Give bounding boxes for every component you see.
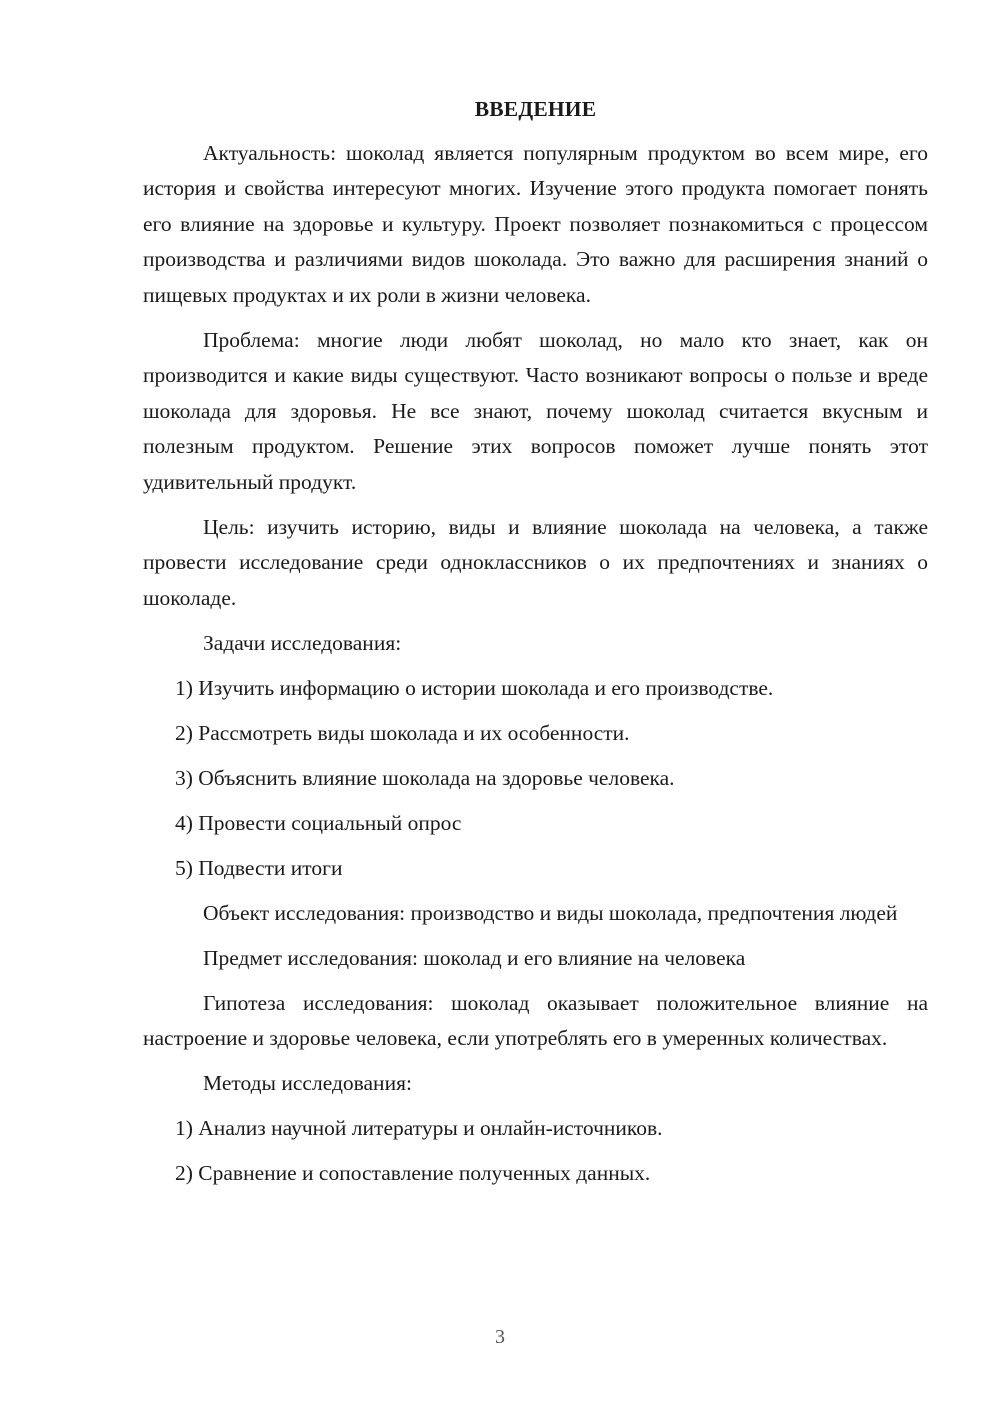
paragraph-subject: Предмет исследования: шоколад и его влияние на человека xyxy=(203,945,746,970)
page-number: 3 xyxy=(495,1326,505,1348)
document-body xyxy=(143,92,928,1201)
task-item: 4) Провести социальный опрос xyxy=(175,810,462,835)
paragraph-hypothesis: Гипотеза исследования: шоколад оказывает положительное влияние на настроение и здоровье человека, если употреблять его в умеренных количествах. xyxy=(143,990,928,1050)
task-item: 2) Рассмотреть виды шоколада и их особенности. xyxy=(175,720,630,745)
paragraph-relevance: Актуальность: шоколад является популярным продуктом во всем мире, его история и свойства интересуют многих. Изучение этого продукта помогает понять его влияние на здоровье и культуру. Проект позволяет познакомиться с процессом производства и различиями видов шоколада. Это важно для расширения знаний о пищевых продуктах и их роли в жизни человека. xyxy=(143,140,928,307)
method-item: 1) Анализ научной литературы и онлайн-источников. xyxy=(175,1116,663,1140)
methods-heading: Методы исследования: xyxy=(203,1071,412,1095)
task-item: 5) Подвести итоги xyxy=(175,855,343,880)
section-title: ВВЕДЕНИЕ xyxy=(474,97,597,121)
tasks-heading: Задачи исследования: xyxy=(203,630,402,655)
task-item: 1) Изучить информацию о истории шоколада и его производстве. xyxy=(175,675,774,700)
task-item: 3) Объяснить влияние шоколада на здоровье человека. xyxy=(175,765,675,790)
paragraph-problem: Проблема: многие люди любят шоколад, но мало кто знает, как он производится и какие виды существуют. Часто возникают вопросы о пользе и вреде шоколада для здоровья. Не все знают, почему шоколад считается вкусным и полезным продуктом. Решение этих вопросов поможет лучше понять этот удивительный продукт. xyxy=(143,327,928,494)
method-item: 2) Сравнение и сопоставление полученных данных. xyxy=(175,1161,651,1185)
paragraph-object: Объект исследования: производство и виды шоколада, предпочтения людей xyxy=(203,900,898,925)
paragraph-goal: Цель: изучить историю, виды и влияние шоколада на человека, а также провести исследование среди одноклассников о их предпочтениях и знаниях о шоколаде. xyxy=(143,514,928,610)
